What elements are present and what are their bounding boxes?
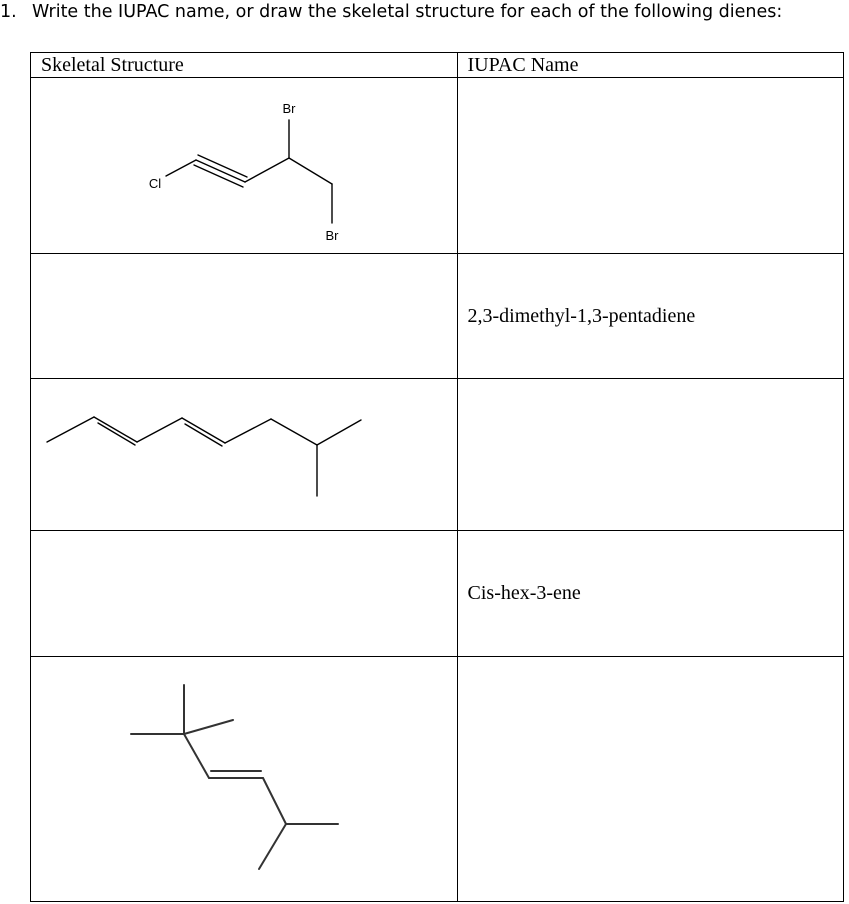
name-cell [457,78,843,254]
question-number: 1. [0,2,17,22]
atom-label-cl: Cl [148,176,162,191]
structure-cell [31,657,458,902]
atom-label-br-bottom: Br [325,228,339,243]
structure-cell [31,379,458,531]
header-row [31,53,844,78]
structure-cell [31,78,458,254]
name-cell: Cis-hex-3-ene [457,531,843,657]
worksheet-table [30,52,844,902]
name-cell: 2,3-dimethyl-1,3-pentadiene [457,254,843,379]
question-text: Write the IUPAC name, or draw the skeletal structure for each of the following dienes: [32,2,783,22]
molecule-1-drawing [31,78,457,253]
question-prompt [0,2,782,22]
atom-label-br-top: Br [282,101,296,116]
table-row [31,78,844,254]
name-cell [457,379,843,531]
table-row [31,657,844,902]
header-iupac-name: IUPAC Name [457,53,843,78]
name-cell [457,657,843,902]
table-row [31,531,844,657]
table-row [31,379,844,531]
structure-cell [31,531,458,657]
structure-cell [31,254,458,379]
molecule-3-drawing [31,379,457,530]
header-skeletal-structure: Skeletal Structure [31,53,458,78]
table-row [31,254,844,379]
molecule-5-drawing [31,657,457,901]
